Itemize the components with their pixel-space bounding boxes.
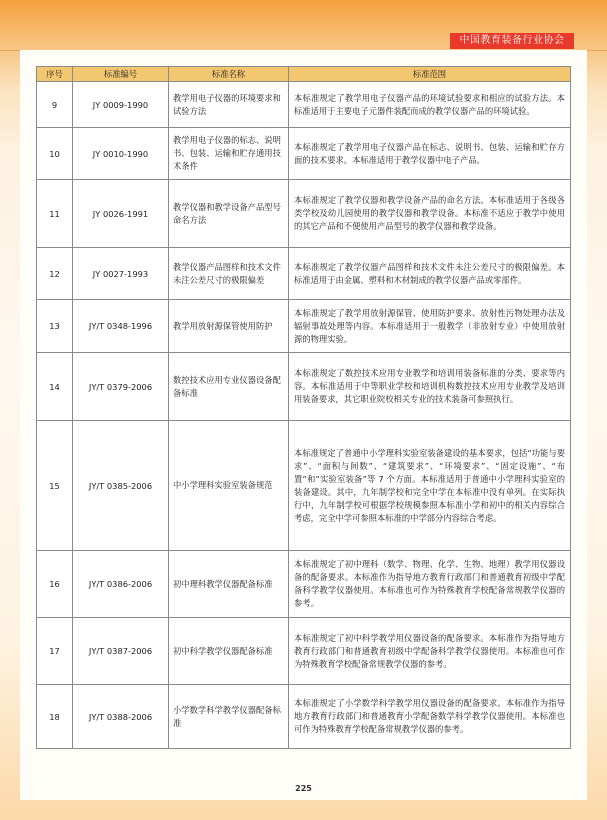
table-row xyxy=(37,685,571,749)
row-code: JY/T 0379-2006 xyxy=(73,353,169,421)
row-num: 16 xyxy=(37,551,73,618)
header-name: 标准名称 xyxy=(169,67,289,82)
row-name: 初中科学教学仪器配备标准 xyxy=(169,618,289,685)
header-scope: 标准范围 xyxy=(289,67,571,82)
row-scope: 本标准规定了教学用电子仪器产品在标志、说明书、包装、运输和贮存方面的技术要求。本标准适用于教学仪器中电子产品。 xyxy=(289,128,571,180)
row-name: 数控技术应用专业仪器设备配备标准 xyxy=(169,353,289,421)
row-code: JY 0027-1993 xyxy=(73,248,169,300)
standards-table xyxy=(36,66,571,749)
table-row xyxy=(37,421,571,551)
table-row xyxy=(37,248,571,300)
row-code: JY 0026-1991 xyxy=(73,180,169,248)
row-scope: 本标准规定了数控技术应用专业教学和培训用装备标准的分类、要求等内容。本标准适用于中等职业学校和培训机构数控技术应用专业教学及培训用装备要求，其它职业院校相关专业的技术装备可参照执行。 xyxy=(289,353,571,421)
row-num: 15 xyxy=(37,421,73,551)
table-row xyxy=(37,180,571,248)
table-row xyxy=(37,618,571,685)
table-row xyxy=(37,353,571,421)
row-num: 17 xyxy=(37,618,73,685)
table-row xyxy=(37,128,571,180)
row-code: JY/T 0388-2006 xyxy=(73,685,169,749)
table-row xyxy=(37,82,571,128)
table-header-row xyxy=(37,67,571,82)
row-code: JY/T 0386-2006 xyxy=(73,551,169,618)
row-name: 教学用电子仪器的环境要求和试验方法 xyxy=(169,82,289,128)
row-code: JY/T 0385-2006 xyxy=(73,421,169,551)
row-scope: 本标准规定了教学仪器和教学设备产品的命名方法。本标准适用于各级各类学校及幼儿园使用的教学仪器和教学设备。本标准不适应于教学中使用的其它产品和不便使用产品型号的教学仪器和教学设备。 xyxy=(289,180,571,248)
row-num: 12 xyxy=(37,248,73,300)
row-code: JY 0009-1990 xyxy=(73,82,169,128)
row-name: 教学用放射源保管使用防护 xyxy=(169,300,289,353)
row-scope: 本标准规定了初中科学教学用仪器设备的配备要求。本标准作为指导地方教育行政部门和普通教育初级中学配备科学教学仪器使用。本标准也可作为特殊教育学校配备常规教学仪器的参考。 xyxy=(289,618,571,685)
row-num: 14 xyxy=(37,353,73,421)
row-scope: 本标准规定了普通中小学理科实验室装备建设的基本要求，包括“功能与要求”、“面积与间数”、“建筑要求”、“环境要求”、“固定设施”、“布置”和“实验室装备”等 7 个方面。本标准适用于普通中小学理科实验室的装备建设。其中，九年制学校和完全中学在本标准中没有单列。在实际执行中，九年制学校可根据学校规模参照本标准小学和初中的相关内容综合考虑，完全中学可参照本标准的中学部分内容综合考虑。 xyxy=(289,421,571,551)
org-banner: 中国教育装备行业协会 xyxy=(450,33,574,49)
row-code: JY/T 0348-1996 xyxy=(73,300,169,353)
row-scope: 本标准规定了初中理科（数学、物理、化学、生物、地理）教学用仪器设备的配备要求。本标准作为指导地方教育行政部门和普通教育初级中学配备科学教学仪器使用。本标准也可作为特殊教育学校配备常规教学仪器的参考。 xyxy=(289,551,571,618)
row-scope: 本标准规定了小学数学科学教学用仪器设备的配备要求。本标准作为指导地方教育行政部门和普通教育小学配备数学科学教学仪器使用。本标准也可作为特殊教育学校配备常规教学仪器的参考。 xyxy=(289,685,571,749)
row-name: 小学数学科学教学仪器配备标准 xyxy=(169,685,289,749)
row-name: 初中理科教学仪器配备标准 xyxy=(169,551,289,618)
page-number: 225 xyxy=(295,784,312,793)
row-scope: 本标准规定了教学仪器产品图样和技术文件未注公差尺寸的极限偏差。本标准适用于由金属、塑料和木材制成的教学仪器产品或零部件。 xyxy=(289,248,571,300)
table-row xyxy=(37,300,571,353)
row-num: 10 xyxy=(37,128,73,180)
row-name: 教学仪器和教学设备产品型号命名方法 xyxy=(169,180,289,248)
row-name: 教学用电子仪器的标志、说明书、包装、运输和贮存通用技术条件 xyxy=(169,128,289,180)
header-code: 标准编号 xyxy=(73,67,169,82)
header-num: 序号 xyxy=(37,67,73,82)
row-name: 中小学理科实验室装备规范 xyxy=(169,421,289,551)
row-name: 教学仪器产品图样和技术文件未注公差尺寸的极限偏差 xyxy=(169,248,289,300)
row-scope: 本标准规定了教学用电子仪器产品的环境试验要求和相应的试验方法。本标准适用于主要电子元器件装配而成的教学仪器产品的环境试验。 xyxy=(289,82,571,128)
row-num: 13 xyxy=(37,300,73,353)
row-num: 11 xyxy=(37,180,73,248)
row-code: JY/T 0387-2006 xyxy=(73,618,169,685)
table-row xyxy=(37,551,571,618)
row-code: JY 0010-1990 xyxy=(73,128,169,180)
row-scope: 本标准规定了教学用放射源保管、使用防护要求、放射性污物处理办法及辐射事故处理等内容。本标准适用于一般教学（非放射专业）中使用放射源的物理实验。 xyxy=(289,300,571,353)
row-num: 18 xyxy=(37,685,73,749)
row-num: 9 xyxy=(37,82,73,128)
